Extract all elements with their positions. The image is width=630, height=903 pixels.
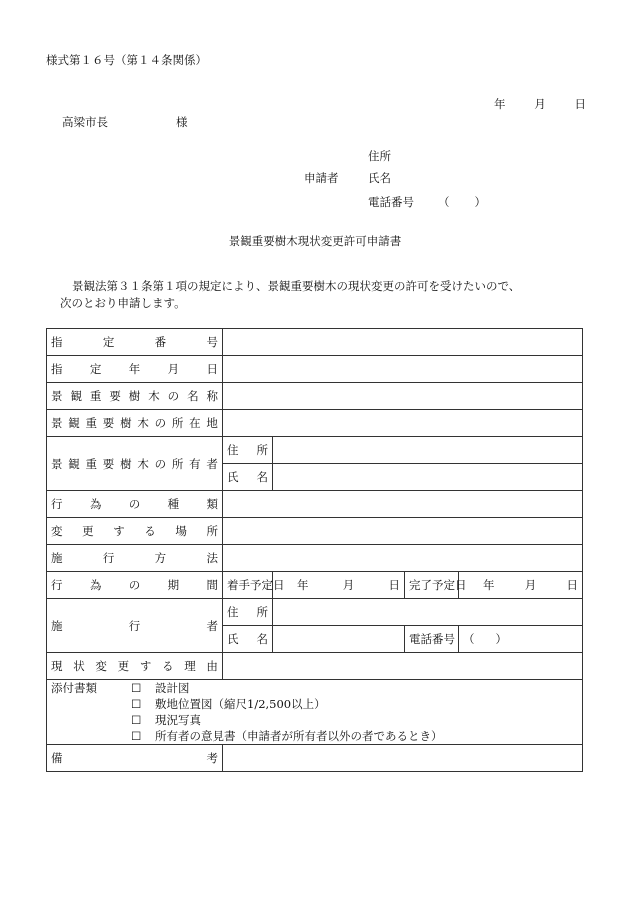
tree-owner-label: 景 観 重 要 樹 木 の 所 有 者: [47, 437, 223, 491]
table-row: [47, 329, 583, 356]
applicant-phone-label: 電話番号: [368, 195, 414, 209]
end-date-field[interactable]: 年 月 日: [459, 572, 583, 599]
table-row: [47, 383, 583, 410]
applicant-address-label: 住所: [368, 149, 391, 163]
end-planned-label: 完了予定日: [405, 572, 459, 599]
tree-location-field[interactable]: [223, 410, 583, 437]
construction-method-label: 施 行 方 法: [47, 545, 223, 572]
owner-name-field[interactable]: [273, 464, 583, 491]
application-form-table: [46, 328, 583, 772]
document-title: 景観重要樹木現状変更許可申請書: [228, 234, 402, 248]
attachments-label: 添付書類: [51, 681, 97, 695]
attachment-item[interactable]: ☐ 設計図: [131, 681, 190, 695]
table-row: [47, 491, 583, 518]
table-row: [47, 410, 583, 437]
act-type-field[interactable]: [223, 491, 583, 518]
designation-date-field[interactable]: [223, 356, 583, 383]
contractor-label: 施 行 者: [47, 599, 223, 653]
table-row: [47, 356, 583, 383]
paren-open: （: [438, 195, 450, 209]
addressee-honorific: 様: [176, 115, 188, 129]
remarks-label: 備 考: [47, 745, 223, 772]
table-row: [47, 745, 583, 772]
intro-line: 景観法第３１条第１項の規定により、景観重要樹木の現状変更の許可を受けたいので、: [72, 279, 521, 293]
contractor-address-field[interactable]: [273, 599, 583, 626]
designation-date-label: 指 定 年 月 日: [47, 356, 223, 383]
checkbox-icon[interactable]: ☐: [131, 729, 142, 743]
table-row: [47, 518, 583, 545]
table-row: [47, 437, 583, 464]
start-date-field[interactable]: 年 月 日: [273, 572, 405, 599]
attachment-item[interactable]: ☐ 現況写真: [131, 713, 201, 727]
start-planned-label: 着手予定日: [223, 572, 273, 599]
reason-field[interactable]: [223, 653, 583, 680]
contractor-name-field[interactable]: [273, 626, 405, 653]
designation-number-field[interactable]: [223, 329, 583, 356]
table-row: [47, 680, 583, 745]
date-day-label: 日: [574, 97, 586, 111]
applicant-role-label: 申請者: [304, 171, 339, 185]
owner-address-field[interactable]: [273, 437, 583, 464]
spread-label: 指 定 番 号: [51, 335, 218, 349]
act-period-label: 行 為 の 期 間: [47, 572, 223, 599]
designation-number-label: [47, 329, 223, 356]
checkbox-icon[interactable]: ☐: [131, 713, 142, 727]
application-date: [494, 96, 586, 112]
addressee: 高梁市長: [62, 115, 108, 129]
checkbox-icon[interactable]: ☐: [131, 681, 142, 695]
attachments-section: [47, 680, 583, 745]
tree-name-label: 景 観 重 要 樹 木 の 名 称: [47, 383, 223, 410]
form-number: 様式第１６号（第１４条関係）: [46, 53, 207, 67]
attachment-item[interactable]: ☐ 所有者の意見書（申請者が所有者以外の者であるとき）: [131, 729, 443, 743]
contractor-phone-label: 電話番号: [405, 626, 459, 653]
checkbox-icon[interactable]: ☐: [131, 697, 142, 711]
reason-label: 現 状 変 更 す る 理 由: [47, 653, 223, 680]
table-row: [47, 653, 583, 680]
table-row: [47, 545, 583, 572]
attachment-item[interactable]: ☐ 敷地位置図（縮尺1/2,500以上）: [131, 697, 326, 711]
contractor-name-label: 氏 名: [223, 626, 273, 653]
contractor-phone-field[interactable]: （ ）: [459, 626, 583, 653]
owner-name-label: 氏 名: [223, 464, 273, 491]
owner-address-label: 住 所: [223, 437, 273, 464]
remarks-field[interactable]: [223, 745, 583, 772]
act-type-label: 行 為 の 種 類: [47, 491, 223, 518]
table-row: [47, 572, 583, 599]
attachments-list: [131, 680, 443, 744]
tree-name-field[interactable]: [223, 383, 583, 410]
intro-line: 次のとおり申請します。: [60, 296, 186, 310]
date-month-label: 月: [534, 97, 546, 111]
paren-close: ）: [474, 195, 486, 209]
change-place-field[interactable]: [223, 518, 583, 545]
intro-text: [60, 278, 590, 312]
change-place-label: 変 更 す る 場 所: [47, 518, 223, 545]
tree-location-label: 景 観 重 要 樹 木 の 所 在 地: [47, 410, 223, 437]
table-row: [47, 599, 583, 626]
construction-method-field[interactable]: [223, 545, 583, 572]
contractor-address-label: 住 所: [223, 599, 273, 626]
date-year-label: 年: [494, 97, 506, 111]
applicant-name-label: 氏名: [368, 171, 391, 185]
applicant-phone-field[interactable]: [438, 194, 486, 210]
